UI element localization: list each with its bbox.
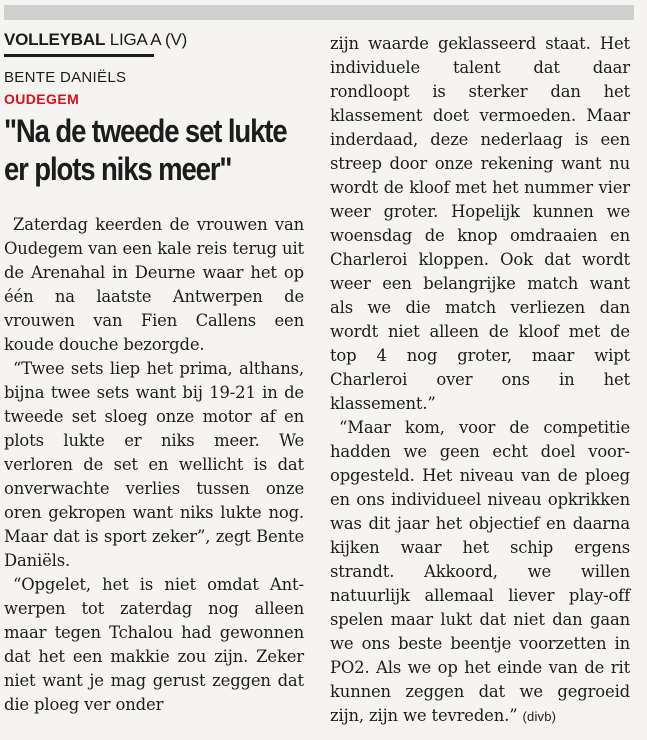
author-name: BENTE DANIËLS	[4, 69, 127, 86]
article-paragraph-text: “Maar kom, voor de competitie hadden we geen echt doel vooropgesteld. Het niveau van de ploeg en ons individueel niveau opkrikken was dit jaar het objectief en daarna kijken waar het schip ergens strandt. Akkoord, we willen natuurlijk allemaal liever play-off spelen maar lukt dat niet dan gaan we ons beste beentje voorzetten in PO2. Als we op het einde van de rit kunnen zeggen dat we gegroeid zijn, zijn we tevreden.”	[330, 418, 630, 725]
headline-line-2: er plots niks meer"	[4, 151, 232, 187]
top-bar	[4, 5, 634, 20]
rubric-category: VOLLEYBAL	[4, 30, 106, 49]
rubric-underline	[4, 54, 154, 57]
article-paragraph: zijn waarde geklasseerd staat. Het individuele talent dat daar rondloopt is sterker dan het klassement doet vermoeden. Maar inderdaad, deze nederlaag is een streep door onze rekening want nu wordt de kloof met het nummer vier weer groter. Hopelijk kunnen we woensdag de knop omdraaien en Charleroi kloppen. Ook dat wordt weer een belangrijke match want als we die match verliezen dan wordt niet alleen de kloof met de top 4 nog groter, maar wipt Charleroi over ons in het klassement.”	[330, 34, 630, 413]
article-paragraph	[330, 416, 630, 729]
section-rubric	[4, 30, 187, 50]
article-column-right	[330, 32, 630, 729]
article-paragraph: “Opgelet, het is niet omdat Antwerpen tot zaterdag nog alleen maar tegen Tchalou had gewonnen dat het een makkie zou zijn. Zeker niet want je mag gerust zeggen dat die ploeg ver onder	[4, 575, 304, 714]
headline-line-1: "Na de tweede set lukte	[4, 113, 287, 149]
dateline-place: OUDEGEM	[4, 91, 80, 107]
article-paragraph: Zaterdag keerden de vrouwen van Oudegem van een kale reis terug uit de Arenahal in Deurne waar het op één na laatste Antwerpen de vrouwen van Fien Callens een koude douche bezorgde.	[4, 215, 304, 354]
rubric-subcategory: LIGA A (V)	[109, 30, 188, 49]
headline	[4, 112, 287, 188]
article-column-left	[4, 213, 304, 717]
article-paragraph: “Twee sets liep het prima, althans, bijna twee sets want bij 19-21 in de tweede set sloeg onze motor af en plots lukte er niks meer. We verloren de set en wellicht is dat onverwachte verlies tussen onze oren gekropen want niks lukte nog. Maar dat is sport zeker”, zegt Bente Daniëls.	[4, 359, 304, 570]
byline: (divb)	[522, 709, 557, 724]
